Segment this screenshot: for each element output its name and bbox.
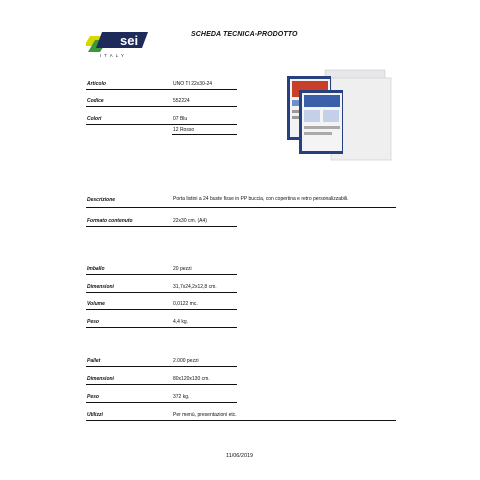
codice-label: Codice — [87, 98, 104, 104]
descrizione-label: Descrizione — [87, 197, 116, 203]
dimensioni-value: 31,7x24,2x12,8 cm. — [173, 284, 217, 290]
volume-label: Volume — [87, 301, 105, 307]
product-image — [285, 68, 397, 164]
volume-value: 0,0122 mc. — [173, 301, 198, 307]
imballo-value: 20 pezzi — [173, 266, 192, 272]
divider — [86, 124, 237, 125]
logo-brand-text: sei — [120, 33, 139, 48]
pallet-dimensioni-value: 80x120x130 cm. — [173, 376, 210, 382]
divider — [86, 274, 237, 275]
pallet-peso-value: 372 kg. — [173, 394, 190, 400]
divider — [172, 134, 237, 135]
descrizione-value: Porta listini a 24 buste fisse in PP buccia, con copertina e retro personalizzabili. — [173, 196, 349, 202]
articolo-value: UNO TI 22x30-24 — [173, 81, 213, 87]
divider — [86, 366, 237, 367]
imballo-label: Imballo — [87, 266, 105, 272]
utilizzi-value: Per menù, presentazioni etc. — [173, 412, 237, 418]
divider — [86, 226, 237, 227]
divider — [86, 384, 237, 385]
page-title: SCHEDA TECNICA-PRODOTTO — [191, 31, 298, 38]
divider — [86, 420, 396, 421]
divider — [86, 89, 237, 90]
dimensioni-label: Dimensioni — [87, 284, 114, 290]
divider — [86, 292, 237, 293]
peso-value: 4,4 kg. — [173, 319, 189, 325]
footer-date: 11/06/2019 — [226, 453, 254, 459]
formato-label: Formato contenuto — [87, 218, 133, 224]
divider — [86, 309, 237, 310]
pallet-label: Pallet — [87, 358, 101, 364]
colori-label: Colori — [87, 116, 102, 122]
pallet-value: 2.000 pezzi — [173, 358, 199, 364]
divider — [86, 327, 237, 328]
divider — [86, 402, 237, 403]
divider — [86, 106, 237, 107]
logo-sub-text: ITALY — [100, 53, 127, 58]
formato-value: 22x30 cm. (A4) — [173, 218, 207, 224]
codice-value: 552224 — [173, 98, 190, 104]
colori-value-2: 12 Rosso — [173, 127, 195, 133]
colori-value-1: 07 Blu — [173, 116, 188, 122]
pallet-dimensioni-label: Dimensioni — [87, 376, 114, 382]
peso-label: Peso — [87, 319, 99, 325]
pallet-peso-label: Peso — [87, 394, 99, 400]
utilizzi-label: Utilizzi — [87, 412, 103, 418]
divider — [86, 207, 396, 208]
articolo-label: Articolo — [87, 81, 106, 87]
